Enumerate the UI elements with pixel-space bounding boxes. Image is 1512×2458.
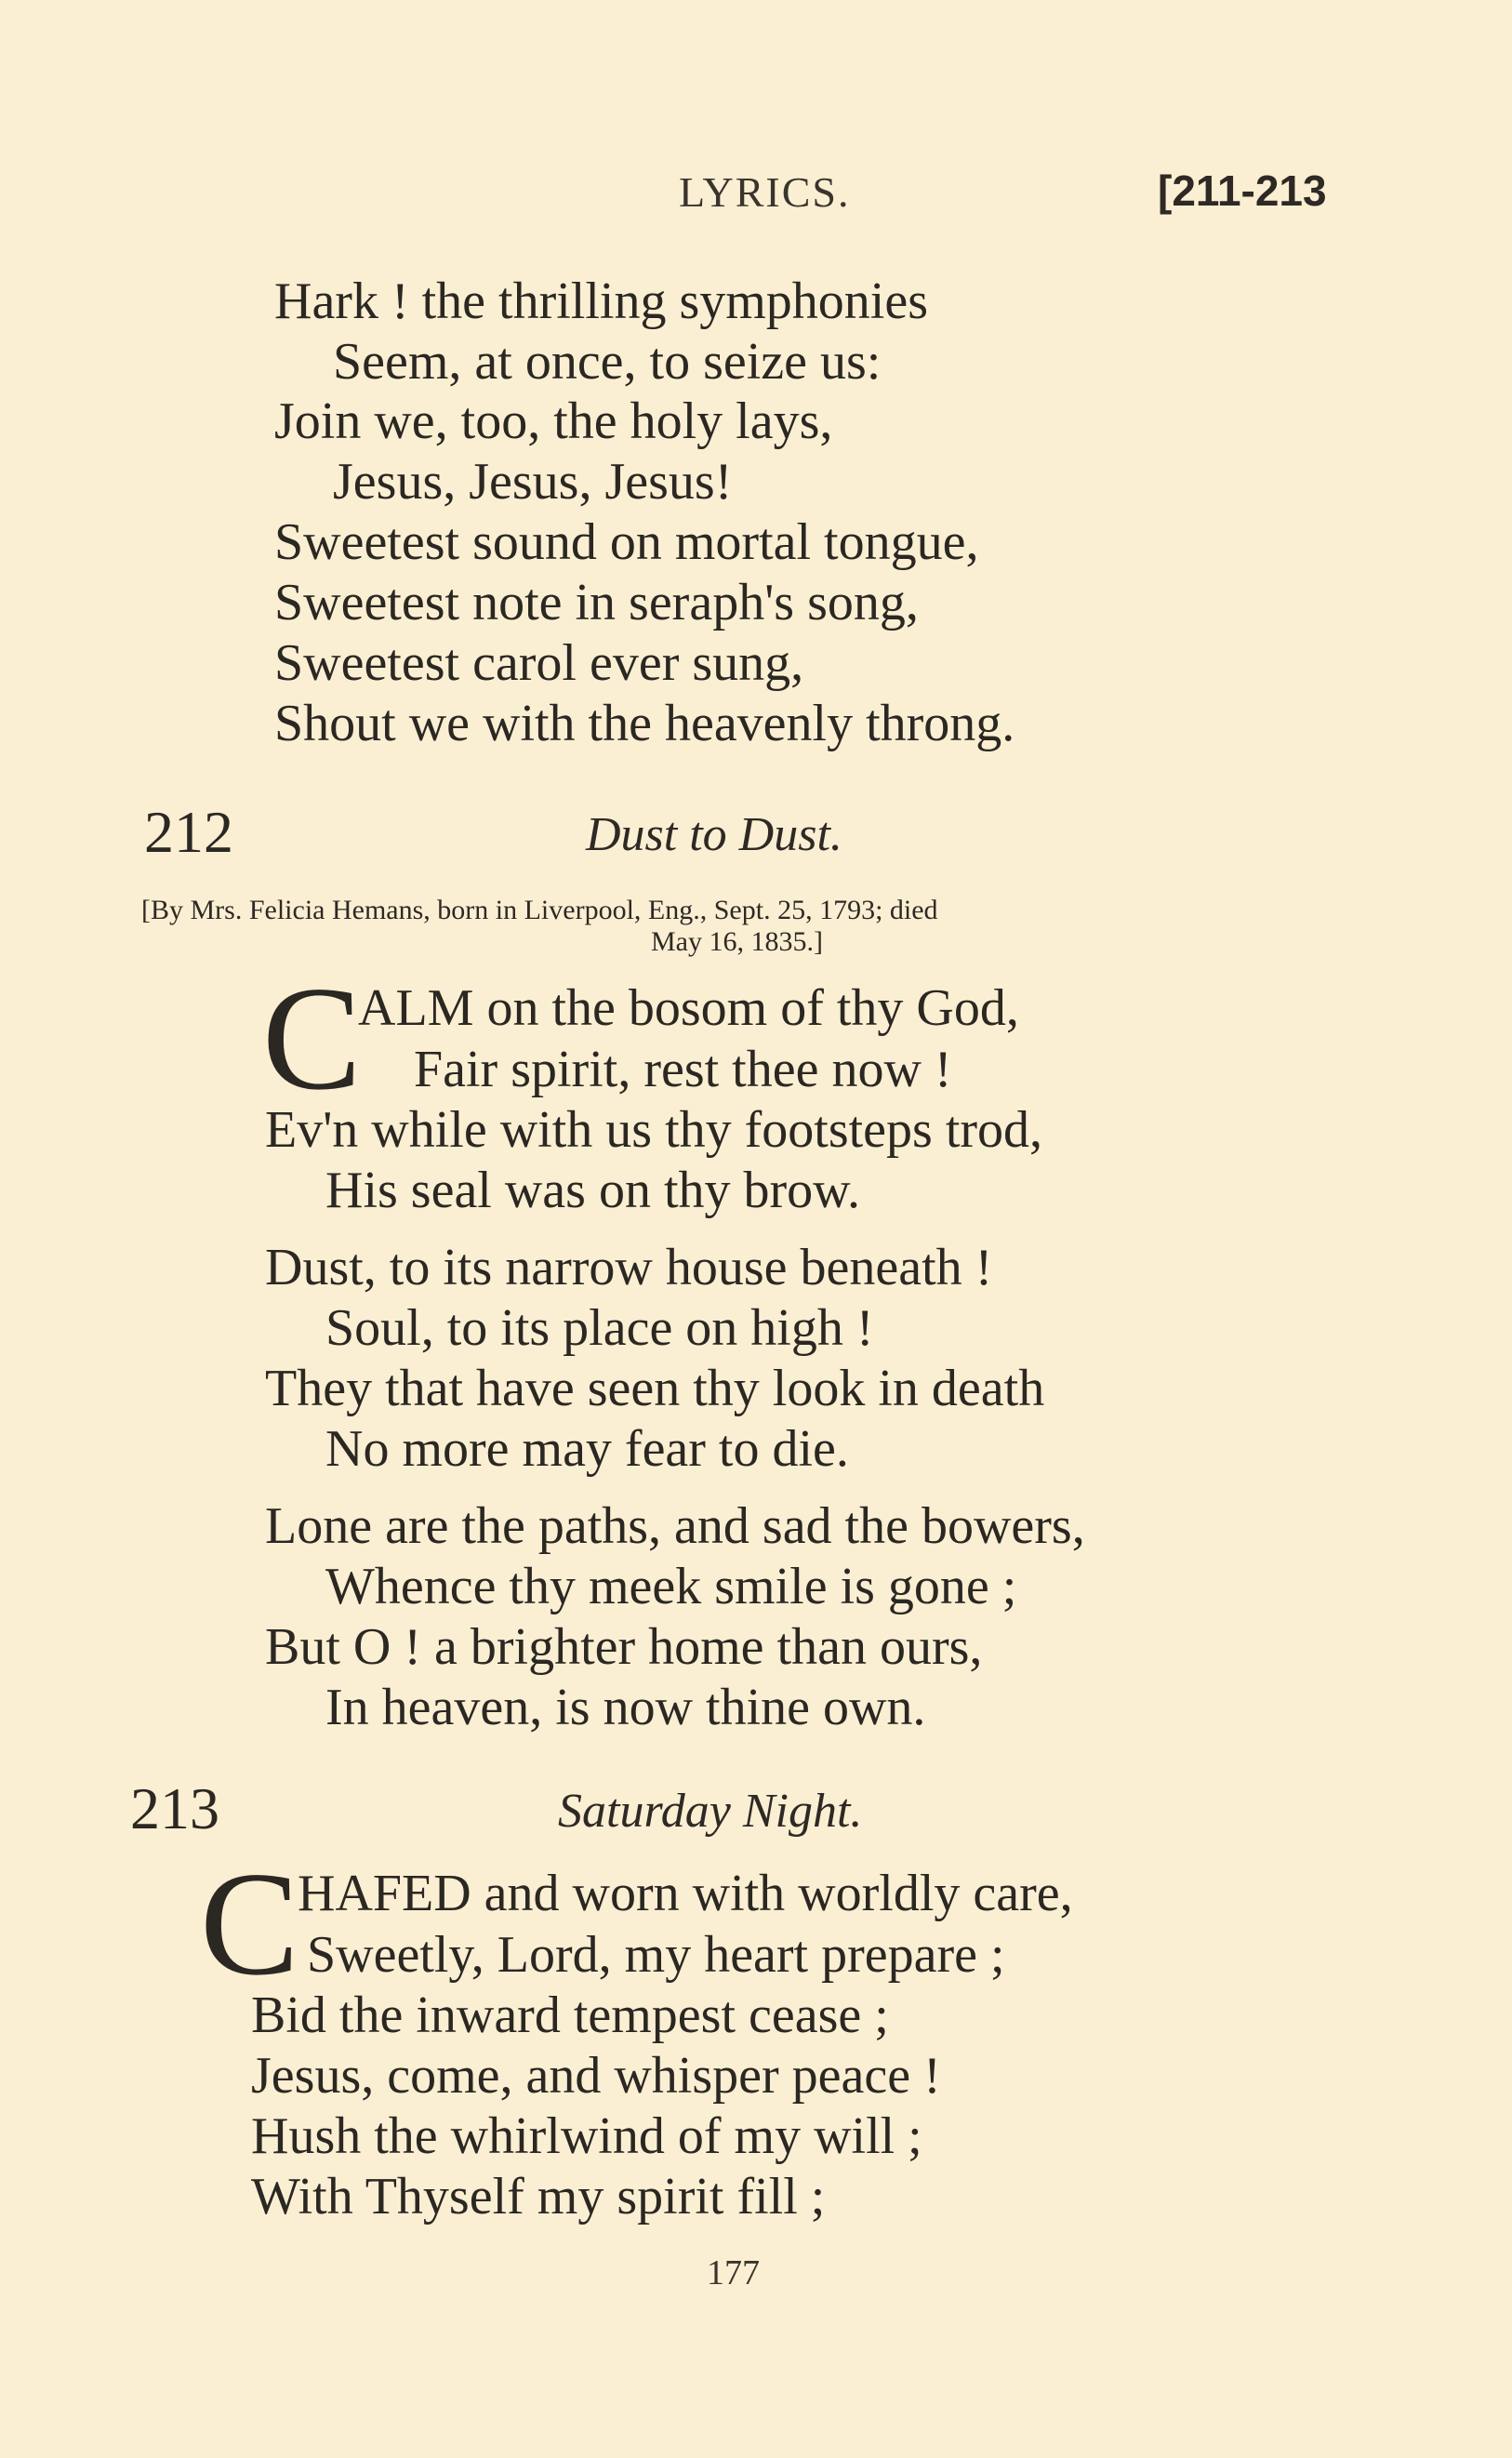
verse-line: Hark ! the thrilling symphonies (274, 272, 929, 330)
verse-first-line: HAFED and worn with worldly care, (298, 1865, 1073, 1922)
verse-line: No more may fear to die. (325, 1420, 849, 1478)
verse-line: Bid the inward tempest cease ; (251, 1986, 889, 2044)
verse-line: Ev'n while with us thy footsteps trod, (265, 1101, 1043, 1159)
verse-line: They that have seen thy look in death (265, 1360, 1045, 1417)
verse-line: But O ! a brighter home than ours, (265, 1618, 983, 1676)
author-attribution-line: [By Mrs. Felicia Hemans, born in Liverpool, Eng., Sept. 25, 1793; died (141, 895, 938, 925)
hymn-title: Saturday Night. (558, 1785, 863, 1838)
verse-line: Hush the whirlwind of my will ; (251, 2107, 922, 2165)
verse-line: His seal was on thy brow. (325, 1162, 860, 1219)
running-header-title: LYRICS. (679, 168, 851, 216)
verse-line: Jesus, Jesus, Jesus! (333, 453, 733, 511)
verse-line: Sweetest sound on mortal tongue, (274, 513, 979, 571)
drop-cap-letter: C (200, 1840, 299, 2006)
verse-line: Sweetest note in seraph's song, (274, 574, 919, 631)
verse-line: In heaven, is now thine own. (325, 1679, 926, 1736)
running-header-hymn-range: [211-213 (1158, 166, 1327, 215)
drop-cap-letter: C (262, 955, 362, 1121)
hymn-number: 213 (130, 1775, 219, 1841)
hymn-number: 212 (144, 799, 233, 865)
page-number: 177 (707, 2253, 760, 2292)
verse-line: Jesus, come, and whisper peace ! (251, 2047, 941, 2105)
verse-line: Dust, to its narrow house beneath ! (265, 1239, 993, 1296)
hymn-title: Dust to Dust. (586, 808, 842, 861)
verse-line: Whence thy meek smile is gone ; (325, 1558, 1017, 1615)
author-attribution-line: May 16, 1835.] (651, 926, 823, 957)
verse-line: With Thyself my spirit fill ; (251, 2168, 826, 2225)
verse-line: Shout we with the heavenly throng. (274, 695, 1015, 752)
verse-line: Sweetest carol ever sung, (274, 634, 804, 692)
verse-first-line: ALM on the bosom of thy God, (358, 979, 1019, 1037)
verse-line: Soul, to its place on high ! (325, 1299, 874, 1357)
verse-line: Fair spirit, rest thee now ! (414, 1041, 952, 1098)
verse-line: Join we, too, the holy lays, (274, 392, 833, 450)
verse-line: Seem, at once, to seize us: (333, 333, 882, 391)
verse-line: Sweetly, Lord, my heart prepare ; (307, 1926, 1005, 1984)
verse-line: Lone are the paths, and sad the bowers, (265, 1497, 1085, 1555)
